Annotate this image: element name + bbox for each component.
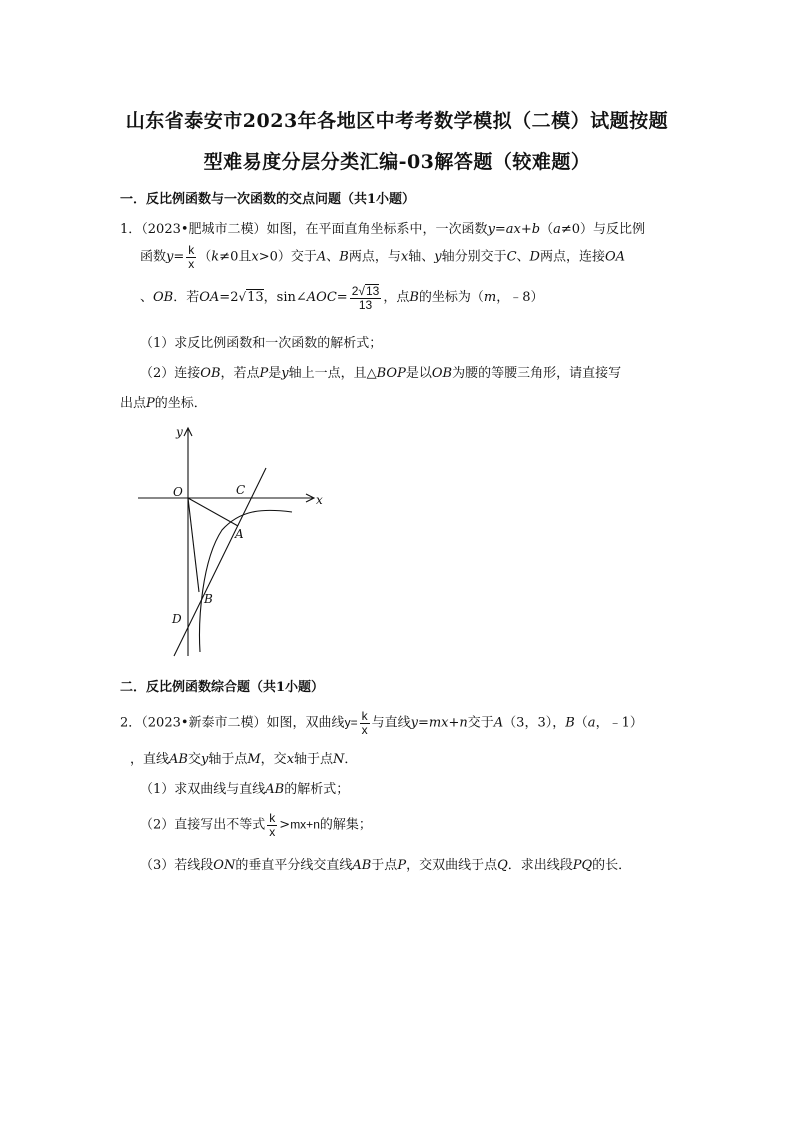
question-2-part-3: （3）若线段ON的垂直平分线交直线AB于点P，交双曲线于点Q．求出线段PQ的长． xyxy=(140,858,632,873)
section-heading-1: 一．反比例函数与一次函数的交点问题（共1小题） xyxy=(120,192,416,207)
hyperbola-curve xyxy=(200,510,292,652)
question-2-line-2: ，直线AB交y轴于点M，交x轴于点N． xyxy=(130,752,358,767)
question-number: 1． xyxy=(120,222,142,237)
question-2-line-1: 2．（2023•新泰市二模）如图，双曲线y= $\frac{k}{x}$ 与直线y=mx+n交于A（3，3），B（a，﹣1） xyxy=(120,709,643,737)
label-y: y xyxy=(176,425,183,439)
question-source: （2023•肥城市二模） xyxy=(141,222,267,237)
label-B: B xyxy=(204,592,213,606)
question-1-part-2: （2）连接OB，若点P是y轴上一点，且△BOP是以OB为腰的等腰三角形，请直接写 xyxy=(140,366,622,381)
page-title-line-1: 山东省泰安市2023年各地区中考考数学模拟（二模）试题按题 xyxy=(125,110,669,132)
segment-OB xyxy=(188,498,199,592)
question-1-part-1: （1）求反比例函数和一次函数的解析式； xyxy=(140,336,383,351)
question-1-line-1: 1．（2023•肥城市二模）如图，在平面直角坐标系中，一次函数y=ax+b（a≠0）与反比例 xyxy=(120,222,646,237)
question-1-line-2: 函数y= $\frac{k}{x}$ （k≠0且x>0）交于A、B两点，与x轴、y轴分别交于C、D两点，连接OA xyxy=(140,243,626,271)
label-x: x xyxy=(316,493,323,507)
question-2-part-2: （2）直接写出不等式 $\frac{k}{x}$ >mx+n的解集； xyxy=(140,811,372,839)
question-1-line-3: 、OB．若OA=2√13，sin∠AOC= $\frac{2√13}{13}$ ，点B的坐标为（m，﹣8） xyxy=(140,284,544,312)
fraction-sin-value: $\frac{2√13}{13}$ xyxy=(351,284,380,312)
section-heading-2: 二．反比例函数综合题（共1小题） xyxy=(120,680,325,695)
question-2-part-1: （1）求双曲线与直线AB的解析式； xyxy=(140,782,350,797)
sqrt-13: 13 xyxy=(247,290,264,306)
fraction-k-over-x: $\frac{k}{x}$ xyxy=(188,243,195,271)
label-A: A xyxy=(235,527,244,541)
page-title-line-2: 型难易度分层分类汇编-03解答题（较难题） xyxy=(203,151,591,173)
label-C: C xyxy=(236,483,246,497)
question-source: （2023•新泰市二模） xyxy=(141,715,267,731)
label-D: D xyxy=(172,612,182,626)
label-O: O xyxy=(173,485,183,499)
question-1-part-2-cont: 出点P的坐标． xyxy=(120,396,207,411)
question-number: 2． xyxy=(120,715,142,731)
segment-OA xyxy=(188,498,238,526)
